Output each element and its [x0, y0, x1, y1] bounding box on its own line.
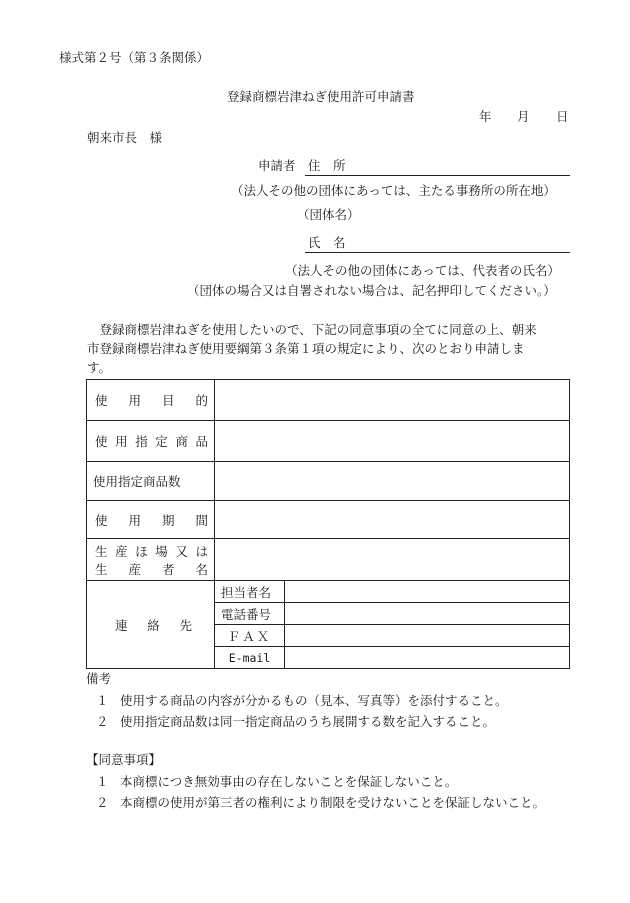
fax-field[interactable]: [285, 625, 570, 647]
intro-line: す。: [87, 360, 112, 375]
purpose-row: [87, 380, 570, 421]
production-field[interactable]: [215, 539, 570, 581]
email-field[interactable]: [285, 647, 570, 669]
designated-goods-field[interactable]: [215, 421, 570, 462]
consent-heading: 【同意事項】: [86, 752, 162, 767]
date-day: 日: [556, 109, 569, 124]
consent-text: 本商標の使用が第三者の権利により制限を受けないことを保証しないこと。: [120, 795, 546, 810]
note-number: ２: [96, 714, 109, 729]
addressee: 朝来市長 様: [87, 130, 163, 145]
date-year: 年: [479, 109, 492, 124]
contact-label: 連 絡 先: [87, 581, 215, 669]
intro-line: 市登録商標岩津ねぎ使用要綱第３条第１項の規定により、次のとおり申請しま: [87, 341, 525, 356]
period-row: [87, 501, 570, 539]
note-number: １: [96, 693, 109, 708]
contact-person-label: 担当者名: [215, 581, 285, 603]
group-name-label: （団体名）: [297, 207, 360, 222]
name-note: （法人その他の団体にあっては、代表者の氏名）: [285, 263, 560, 278]
note-text: 使用する商品の内容が分かるもの（見本、写真等）を添付すること。: [120, 693, 508, 708]
application-table: [86, 379, 570, 669]
purpose-label: 使 用 目 的: [87, 380, 215, 421]
email-label: E-mail: [215, 647, 285, 669]
consent-number: １: [96, 774, 109, 789]
designated-goods-row: [87, 421, 570, 462]
designated-goods-label: 使 用 指 定 商 品: [87, 421, 215, 462]
contact-person-field[interactable]: [285, 581, 570, 603]
phone-label: 電話番号: [215, 603, 285, 625]
designated-goods-count-field[interactable]: [215, 462, 570, 501]
address-label: 住 所: [308, 158, 346, 173]
address-note: （法人その他の団体にあっては、主たる事務所の所在地）: [231, 183, 556, 198]
contact-person-row: [87, 581, 570, 603]
intro-paragraph: [87, 320, 571, 377]
date-month: 月: [517, 109, 530, 124]
applicant-label: 申請者: [258, 158, 296, 173]
document-title: 登録商標岩津ねぎ使用許可申請書: [227, 89, 415, 104]
form-number: 様式第２号（第３条関係）: [59, 50, 210, 65]
phone-field[interactable]: [285, 603, 570, 625]
period-field[interactable]: [215, 501, 570, 539]
purpose-field[interactable]: [215, 380, 570, 421]
production-row: [87, 539, 570, 581]
consent-number: ２: [96, 795, 109, 810]
consent-text: 本商標につき無効事由の存在しないことを保証しないこと。: [120, 774, 458, 789]
designated-goods-count-row: [87, 462, 570, 501]
seal-note: （団体の場合又は自署されない場合は、記名押印してください。）: [187, 283, 556, 298]
designated-goods-count-label: 使用指定商品数: [87, 462, 215, 501]
note-text: 使用指定商品数は同一指定商品のうち展開する数を記入すること。: [120, 714, 496, 729]
notes-heading: 備考: [86, 671, 112, 686]
fax-label: ＦＡＸ: [215, 625, 285, 647]
name-field[interactable]: [305, 252, 570, 253]
name-label: 氏 名: [308, 235, 346, 250]
address-field[interactable]: [305, 175, 570, 176]
period-label: 使 用 期 間: [87, 501, 215, 539]
production-label: 生 産 ほ 場 又 は 生 産 者 名: [87, 539, 215, 581]
intro-line: 登録商標岩津ねぎを使用したいので、下記の同意事項の全てに同意の上、朝来: [99, 322, 537, 337]
